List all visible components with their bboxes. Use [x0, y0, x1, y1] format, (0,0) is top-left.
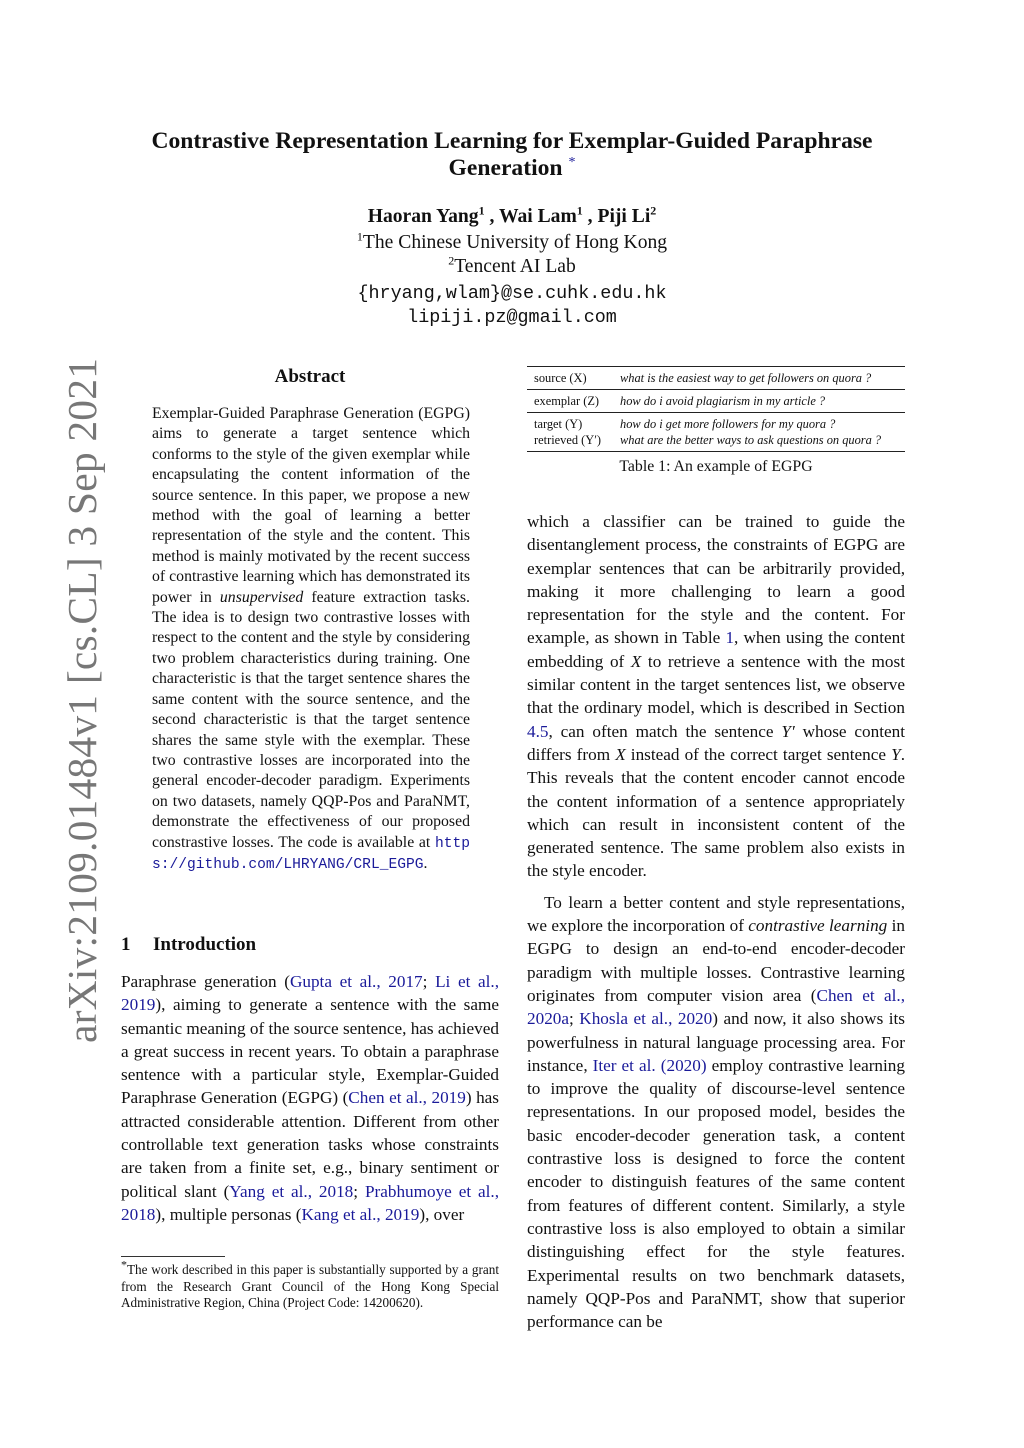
paragraph-2: [527, 891, 905, 1334]
math-var: X: [615, 744, 626, 764]
author-2-mark: 1: [576, 203, 583, 218]
footnote-rule: [121, 1256, 225, 1257]
title-footnote-mark[interactable]: *: [568, 155, 576, 171]
intro-text: ), over: [419, 1204, 465, 1224]
math-var: Y′: [781, 721, 795, 741]
title-line-2-text: Generation: [448, 155, 563, 181]
intro-text: ), multiple personas (: [155, 1204, 302, 1224]
section-title: Introduction: [153, 934, 257, 955]
author-sep: ,: [582, 206, 598, 227]
affiliation-1-mark: 1: [356, 229, 363, 244]
right-column-body: [527, 510, 905, 1333]
table-value: what is the easiest way to get followers on quora ?: [620, 371, 872, 385]
table-key: target (Y): [534, 417, 583, 431]
abstract-part-2: feature extraction tasks. The idea is to design two contrastive losses with respect to the content and the style by considering two problem characteristics during training. One characteristic is that the target sentence shares the same content with the source sentence, and the second characteristic is that the target sentence shares the same style with the exemplar. These two contrastive losses are incorporated into the general encoder-decoder paradigm. Experiments on two datasets, namely QQP-Pos and ParaNMT, demonstrate the effectiveness of our proposed constrastive losses. The code is available at: [152, 588, 471, 851]
affiliation-1-text: The Chinese University of Hong Kong: [362, 232, 668, 253]
section-heading-introduction: [121, 934, 256, 956]
author-list: [112, 203, 912, 228]
intro-text: ), aiming to generate a sentence with the same semantic meaning of the source sentence, has achieved a great success in recent years. To obtain a paraphrase sentence with a particular style, Exemplar-Guided Paraphrase Generation (EGPG) (: [121, 995, 499, 1108]
title-line-1: Contrastive Representation Learning for Exemplar-Guided Paraphrase: [151, 128, 873, 154]
citation-link[interactable]: Yang et al., 2018: [229, 1181, 354, 1201]
abstract-end: .: [423, 854, 428, 872]
body-text: to retrieve a sentence with the most similar content in the target sentences list, we observe that the ordinary model, which is described in Section: [527, 651, 905, 718]
table-value: how do i get more followers for my quora ?: [620, 417, 836, 431]
math-var: X: [630, 651, 642, 671]
body-text: . This reveals that the content encoder cannot encode the content information of a sentence appropriately which can result in inconsistent content of the generated sentence. The same problem also exists in the style encoder.: [527, 744, 905, 881]
body-text: instead of the correct target sentence: [625, 744, 892, 764]
title-line-2: [112, 155, 912, 182]
abstract-part-1: Exemplar-Guided Paraphrase Generation (EGPG) aims to generate a target sentence which conforms to the style of the given exemplar while encapsulating the content information of the source sentence. In this paper, we propose a new method with the goal of learning a better representation of the style and the content. This method is mainly motivated by the recent success of contrastive learning which has demonstrated its power in: [152, 405, 470, 606]
table-rule: [527, 412, 905, 413]
body-text: , can often match the sentence: [548, 721, 782, 741]
email-1: {hryang,wlam}@se.cuhk.edu.hk: [357, 283, 667, 304]
body-text: in EGPG to design an end-to-end encoder-decoder paradigm with multiple losses. Contrastive learning originates from computer vision area (: [527, 916, 905, 1005]
paragraph-1: [527, 510, 905, 883]
footnote-mark: *: [121, 1257, 127, 1272]
arxiv-stamp: arXiv:2109.01484v1 [cs.CL] 3 Sep 2021: [59, 357, 105, 1043]
body-text: ) and now, it also shows its powerfulness in natural language processing area. For instance,: [527, 1009, 905, 1075]
emphasis: contrastive learning: [748, 916, 888, 936]
author-3: Piji Li: [597, 206, 651, 227]
abstract-emphasis: unsupervised: [219, 588, 304, 606]
author-1: Haoran Yang: [367, 206, 479, 227]
affiliation-2-text: Tencent AI Lab: [454, 256, 576, 277]
intro-text: ) has attracted considerable attention. Different from other controllable text generation tasks whose constraints are taken from a finite set, e.g., binary sentiment or political slant (: [121, 1088, 499, 1201]
body-text: ;: [569, 1009, 580, 1029]
paper-title: [112, 128, 912, 182]
affiliation-2: [112, 253, 912, 278]
intro-text: Paraphrase generation (: [121, 972, 290, 991]
citation-link[interactable]: Iter et al. (2020): [592, 1055, 707, 1075]
footnote: [121, 1257, 499, 1312]
abstract-body: [152, 404, 470, 875]
table-key: source (X): [534, 371, 587, 385]
math-var: Y: [891, 744, 901, 764]
footnote-text: The work described in this paper is substantially supported by a grant from the Research Grant Council of the Hong Kong Special Administrative Region, China (Project Code: 14200620).: [121, 1262, 499, 1310]
body-text: whose content differs from: [527, 721, 906, 764]
table-ref-link[interactable]: 1: [725, 628, 735, 648]
body-text: employ contrastive learning to improve the quality of discourse-level sentence representations. In our proposed model, besides the basic encoder-decoder generation task, a content contrastive loss is designed to force the content encoder to distinguish features of the same content from features of different content. Similarly, a style contrastive loss is also employed to obtain a similar distinguishing effect for the style features. Experimental results on two benchmark datasets, namely QQP-Pos and ParaNMT, show that superior performance can be: [527, 1055, 905, 1332]
section-number: 1: [121, 934, 131, 955]
intro-text: ;: [422, 972, 436, 991]
table-key: retrieved (Y′): [534, 433, 602, 447]
body-text: which a classifier can be trained to guide the disentanglement process, the constraints of EGPG are exemplar sentences that can be arbitrarily provided, making it more challenging to learn a good representation for the style and the content. For example, as shown in Table: [527, 512, 905, 648]
citation-link[interactable]: Gupta et al., 2017: [289, 972, 423, 991]
citation-link[interactable]: Chen et al., 2020a: [527, 985, 905, 1029]
introduction-paragraph: [121, 970, 499, 1226]
affiliation-2-mark: 2: [448, 253, 455, 268]
author-3-mark: 2: [650, 203, 657, 218]
table-bottom-rule: [527, 451, 905, 452]
citation-link[interactable]: Khosla et al., 2020: [579, 1009, 713, 1029]
author-sep: ,: [484, 206, 499, 227]
code-url-link[interactable]: https://github.com/LHRYANG/CRL_EGPG: [152, 835, 470, 873]
table-top-rule: [527, 366, 905, 367]
citation-link[interactable]: Kang et al., 2019: [301, 1204, 420, 1224]
table-key: exemplar (Z): [534, 394, 600, 408]
body-text: , when using the content embedding of: [527, 628, 906, 671]
citation-link[interactable]: Li et al., 2019: [121, 972, 500, 1015]
intro-text: ;: [353, 1181, 365, 1201]
affiliation-1: [112, 229, 912, 254]
email-2: lipiji.pz@gmail.com: [407, 307, 617, 328]
author-2: Wai Lam: [498, 206, 577, 227]
citation-link[interactable]: Chen et al., 2019: [348, 1088, 466, 1108]
section-ref-link[interactable]: 4.5: [527, 721, 549, 741]
table-value: how do i avoid plagiarism in my article ?: [620, 394, 826, 408]
abstract-heading: Abstract: [274, 366, 346, 387]
table-rule: [527, 389, 905, 390]
author-1-mark: 1: [478, 203, 485, 218]
table-caption: Table 1: An example of EGPG: [619, 458, 813, 475]
body-text: To learn a better content and style representations, we explore the incorporation of: [527, 892, 905, 936]
table-value: what are the better ways to ask questions on quora ?: [620, 433, 882, 447]
citation-link[interactable]: Prabhumoye et al., 2018: [121, 1181, 499, 1224]
